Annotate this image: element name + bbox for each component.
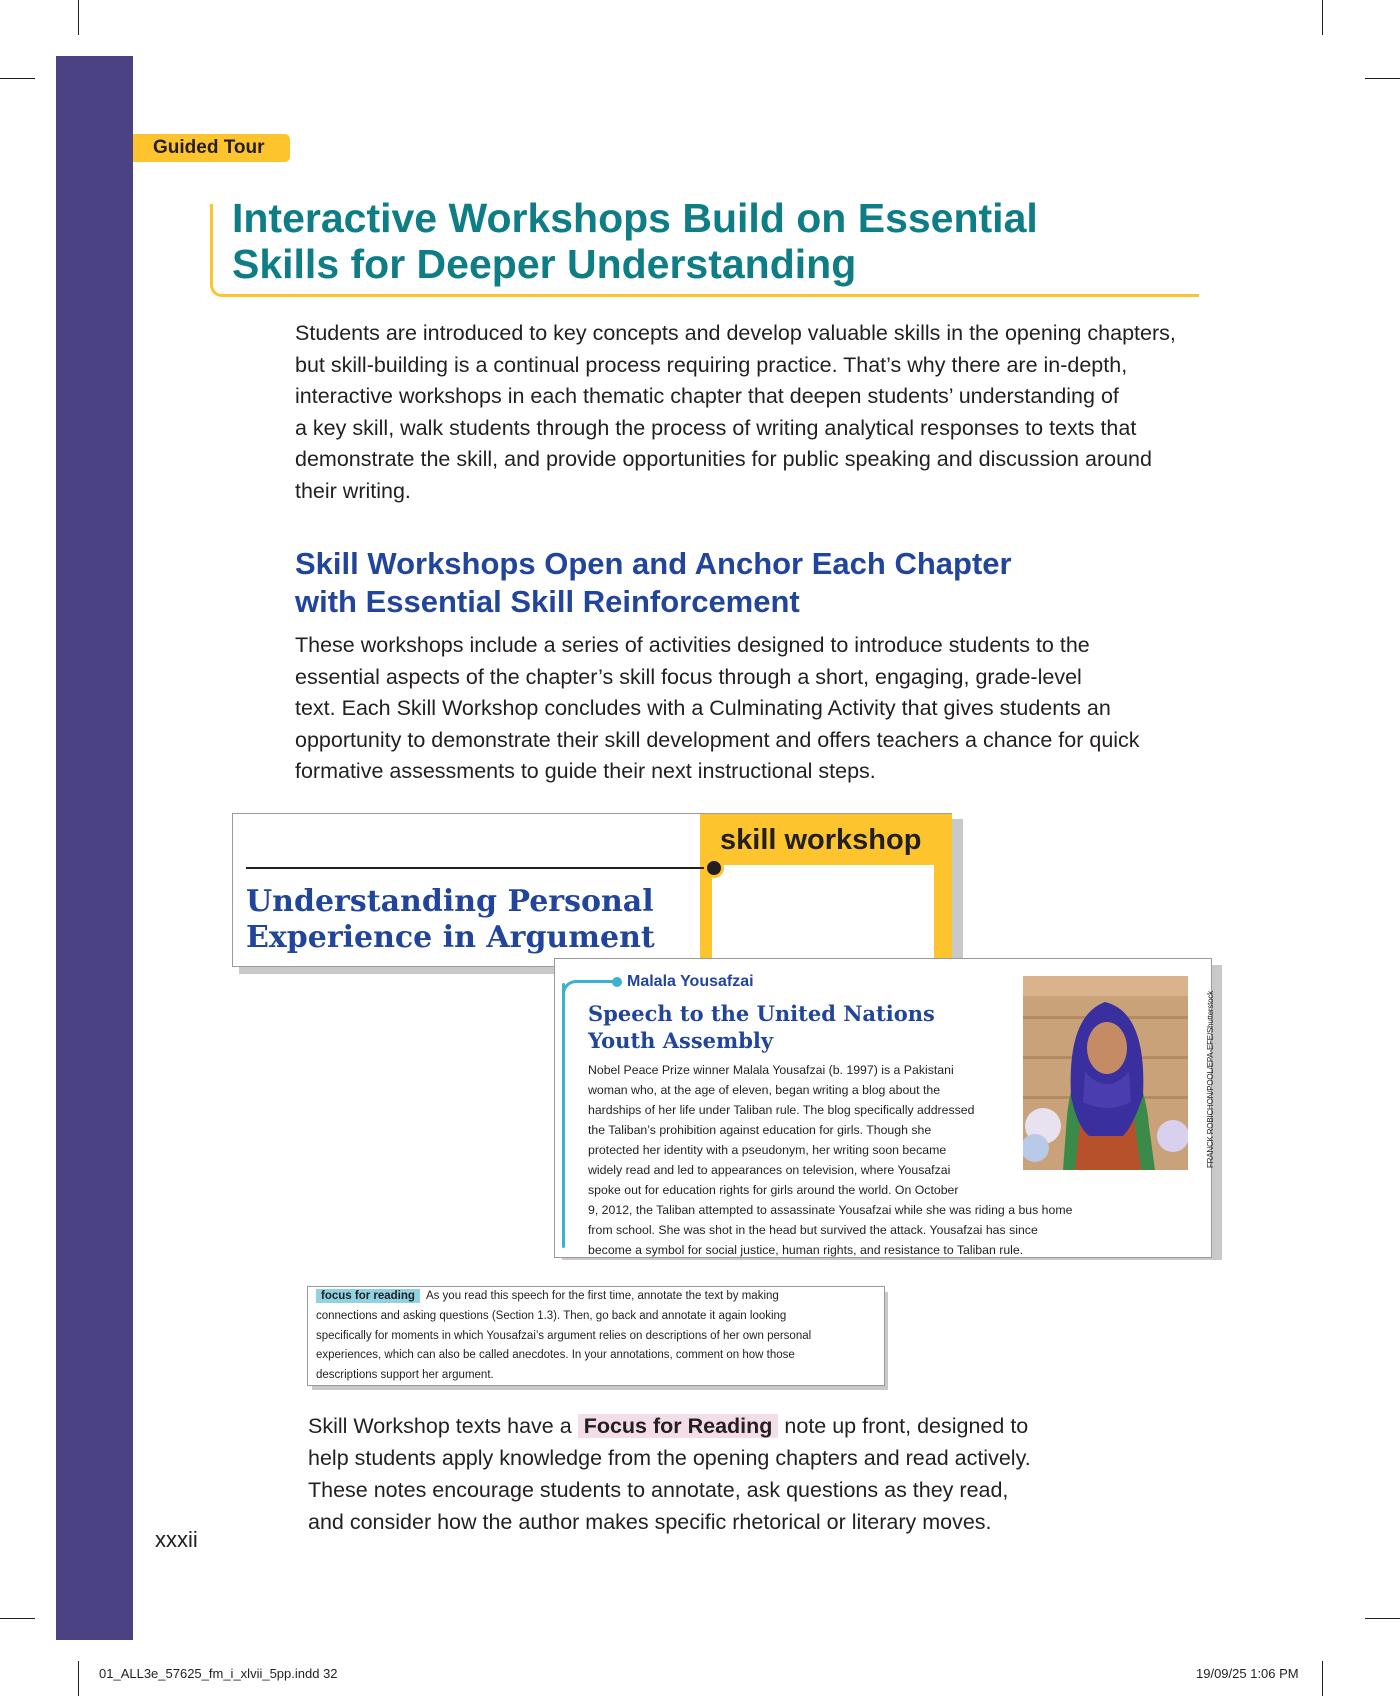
section-tag: Guided Tour: [133, 134, 290, 162]
crop-mark: [1365, 1618, 1400, 1619]
workshop-title-line: Understanding Personal: [246, 884, 654, 919]
photo-credit: FRANCK ROBICHON/POOL/EPA-EFE/Shutterstock: [1206, 990, 1215, 1168]
workshop-rule: [246, 867, 714, 869]
bio-line: spoke out for education rights for girls around the world. On October: [588, 1183, 959, 1197]
crop-mark: [1365, 78, 1400, 79]
page-number: xxxii: [155, 1527, 198, 1552]
bio-line: widely read and led to appearances on television, where Yousafzai: [588, 1163, 951, 1177]
text-line: and consider how the author makes specific rhetorical or literary moves.: [308, 1510, 992, 1534]
focus-line: specifically for moments in which Yousafzai’s argument relies on descriptions of her own personal: [316, 1329, 812, 1342]
focus-highlight: Focus for Reading: [578, 1414, 779, 1438]
text-line: note up front, designed to: [784, 1414, 1029, 1438]
text-line: text. Each Skill Workshop concludes with a Culminating Activity that gives students an: [295, 696, 1111, 720]
focus-line: descriptions support her argument.: [316, 1369, 494, 1382]
excerpt-bio: [588, 1060, 1020, 1200]
bio-line: protected her identity with a pseudonym, her writing soon became: [588, 1143, 947, 1157]
focus-line: connections and asking questions (Section 1.3). Then, go back and annotate it again looking: [316, 1309, 787, 1322]
text-line: These notes encourage students to annotate, ask questions as they read,: [308, 1478, 1009, 1502]
title-line: Skills for Deeper Understanding: [232, 241, 857, 287]
section-heading: [295, 545, 1095, 621]
crop-mark: [78, 0, 79, 35]
excerpt-title-line: Speech to the United Nations: [588, 1001, 935, 1026]
focus-line: experiences, which can also be called anecdotes. In your annotations, comment on how those: [316, 1349, 795, 1362]
bio-line: hardships of her life under Taliban rule. The blog specifically addressed: [588, 1103, 975, 1117]
focus-line: As you read this speech for the first time, annotate the text by making: [425, 1290, 779, 1302]
focus-label: focus for reading: [316, 1289, 420, 1303]
excerpt-title: [588, 1000, 1008, 1054]
heading-line: with Essential Skill Reinforcement: [295, 584, 800, 619]
bio-line: Nobel Peace Prize winner Malala Yousafzai (b. 1997) is a Pakistani: [588, 1063, 954, 1077]
text-line: Students are introduced to key concepts and develop valuable skills in the opening chapters,: [295, 321, 1176, 345]
crop-mark: [1322, 0, 1323, 35]
excerpt-accent-dot: [612, 977, 622, 987]
excerpt-accent-hook: [562, 980, 617, 1000]
heading-line: Skill Workshops Open and Anchor Each Chapter: [295, 546, 1012, 581]
text-line: but skill-building is a continual process requiring practice. That’s why there are in-depth,: [295, 352, 1128, 377]
closing-paragraph: [308, 1410, 1088, 1538]
bio-line: from school. She was shot in the head but survived the attack. Yousafzai has since: [588, 1223, 1038, 1237]
text-line: demonstrate the skill, and provide opportunities for public speaking and discussion around: [295, 447, 1152, 471]
excerpt-author: Malala Yousafzai: [627, 973, 754, 990]
sidebar-band: [56, 56, 133, 1640]
workshop-label: skill workshop: [720, 824, 922, 856]
excerpt-bio-continued: [588, 1200, 1148, 1260]
excerpt-title-line: Youth Assembly: [588, 1028, 774, 1053]
workshop-title: [246, 884, 706, 956]
text-line: interactive workshops in each thematic chapter that deepen students’ understanding of: [295, 384, 1119, 408]
bio-line: woman who, at the age of eleven, began writing a blog about the: [588, 1083, 941, 1097]
excerpt-accent-bar: [562, 983, 565, 1248]
crop-mark: [0, 1618, 35, 1619]
workshop-title-line: Experience in Argument: [246, 920, 655, 955]
intro-paragraph: [295, 318, 1215, 507]
date-slug: 19/09/25 1:06 PM: [1196, 1666, 1299, 1681]
text-line: Skill Workshop texts have a: [308, 1414, 572, 1438]
focus-text: [316, 1287, 876, 1386]
section-paragraph: [295, 630, 1195, 788]
crop-mark: [0, 78, 35, 79]
author-photo: [1023, 976, 1188, 1170]
bio-line: become a symbol for social justice, human rights, and resistance to Taliban rule.: [588, 1243, 1024, 1257]
text-line: These workshops include a series of activities designed to introduce students to the: [295, 633, 1090, 657]
page-title: [232, 195, 1192, 287]
file-slug: 01_ALL3e_57625_fm_i_xlvii_5pp.indd 32: [99, 1666, 338, 1681]
title-line: Interactive Workshops Build on Essential: [232, 195, 1038, 241]
bio-line: 9, 2012, the Taliban attempted to assassinate Yousafzai while she was riding a bus home: [588, 1203, 1073, 1217]
crop-mark: [78, 1661, 79, 1696]
text-line: formative assessments to guide their next instructional steps.: [295, 759, 876, 783]
workshop-rule-dot: [704, 858, 724, 878]
bio-line: the Taliban’s prohibition against education for girls. Though she: [588, 1123, 932, 1137]
text-line: essential aspects of the chapter’s skill focus through a short, engaging, grade-level: [295, 664, 1082, 689]
text-line: help students apply knowledge from the opening chapters and read actively.: [308, 1446, 1031, 1470]
text-line: their writing.: [295, 478, 411, 503]
text-line: a key skill, walk students through the process of writing analytical responses to texts that: [295, 415, 1137, 440]
crop-mark: [1322, 1661, 1323, 1696]
text-line: opportunity to demonstrate their skill development and offers teachers a chance for quick: [295, 727, 1140, 752]
